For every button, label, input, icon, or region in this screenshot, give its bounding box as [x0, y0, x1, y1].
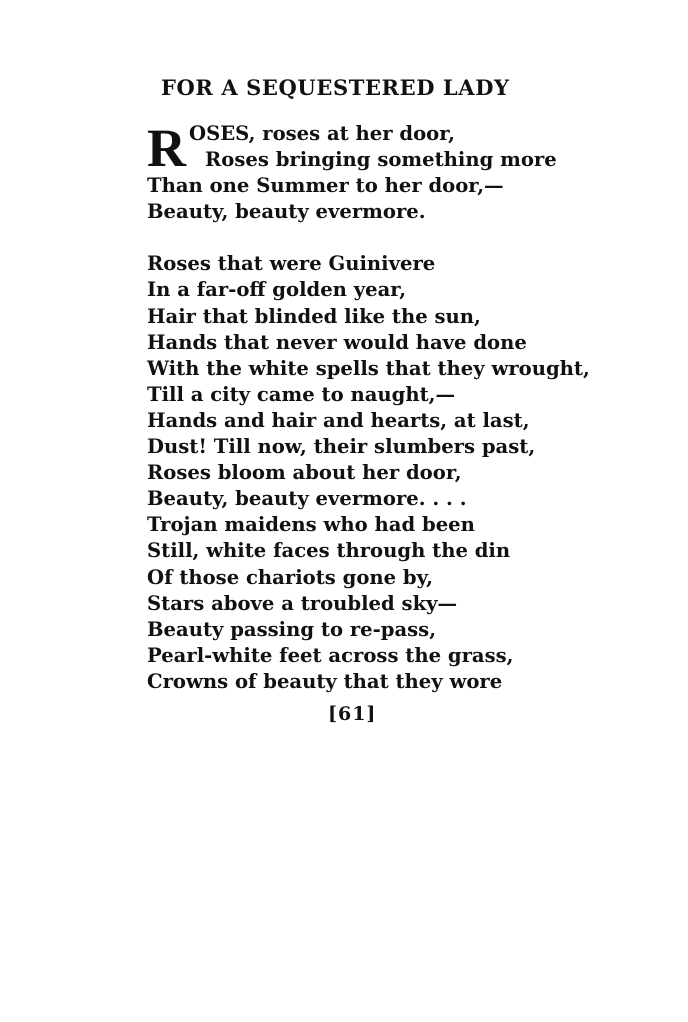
poem-line: Still, white faces through the din [147, 539, 511, 563]
poem-line: Beauty, beauty evermore. . . . [147, 487, 467, 511]
drop-cap: R [147, 118, 186, 178]
poem-line: Roses bloom about her door, [147, 461, 462, 485]
poem-line: Hands and hair and hearts, at last, [147, 408, 530, 432]
poem-line: Than one Summer to her door,— [147, 174, 504, 198]
poem-line: Roses bringing something more [205, 148, 557, 172]
poem-line: Crowns of beauty that they wore [147, 669, 503, 693]
poem-line: With the white spells that they wrought, [147, 356, 590, 380]
poem-line: In a far-off golden year, [147, 278, 407, 302]
poem-line-text: OSES, roses at her door, [189, 122, 455, 145]
poem-title: FOR A SEQUESTERED LADY [161, 75, 510, 100]
poem-line: Hands that never would have done [147, 330, 527, 354]
poem-line: Beauty passing to re-pass, [147, 617, 437, 641]
poem-line: Pearl-white feet across the grass, [147, 643, 514, 667]
stanza-2 [147, 251, 667, 695]
stanza-1 [147, 118, 667, 225]
poem-line: Dust! Till now, their slumbers past, [147, 435, 536, 459]
page-number: [61] [328, 703, 377, 725]
poem-line: Of those chariots gone by, [147, 565, 433, 589]
stanza-break [147, 225, 667, 251]
poem-line: Hair that blinded like the sun, [147, 304, 481, 328]
poem-body [147, 118, 667, 695]
poem-line: Stars above a troubled sky— [147, 591, 458, 615]
poem-line: Till a city came to naught,— [147, 382, 456, 406]
poem-line: Beauty, beauty evermore. [147, 200, 426, 224]
poem-line: Trojan maidens who had been [147, 513, 475, 537]
poem-line: Roses that were Guinivere [147, 252, 436, 276]
